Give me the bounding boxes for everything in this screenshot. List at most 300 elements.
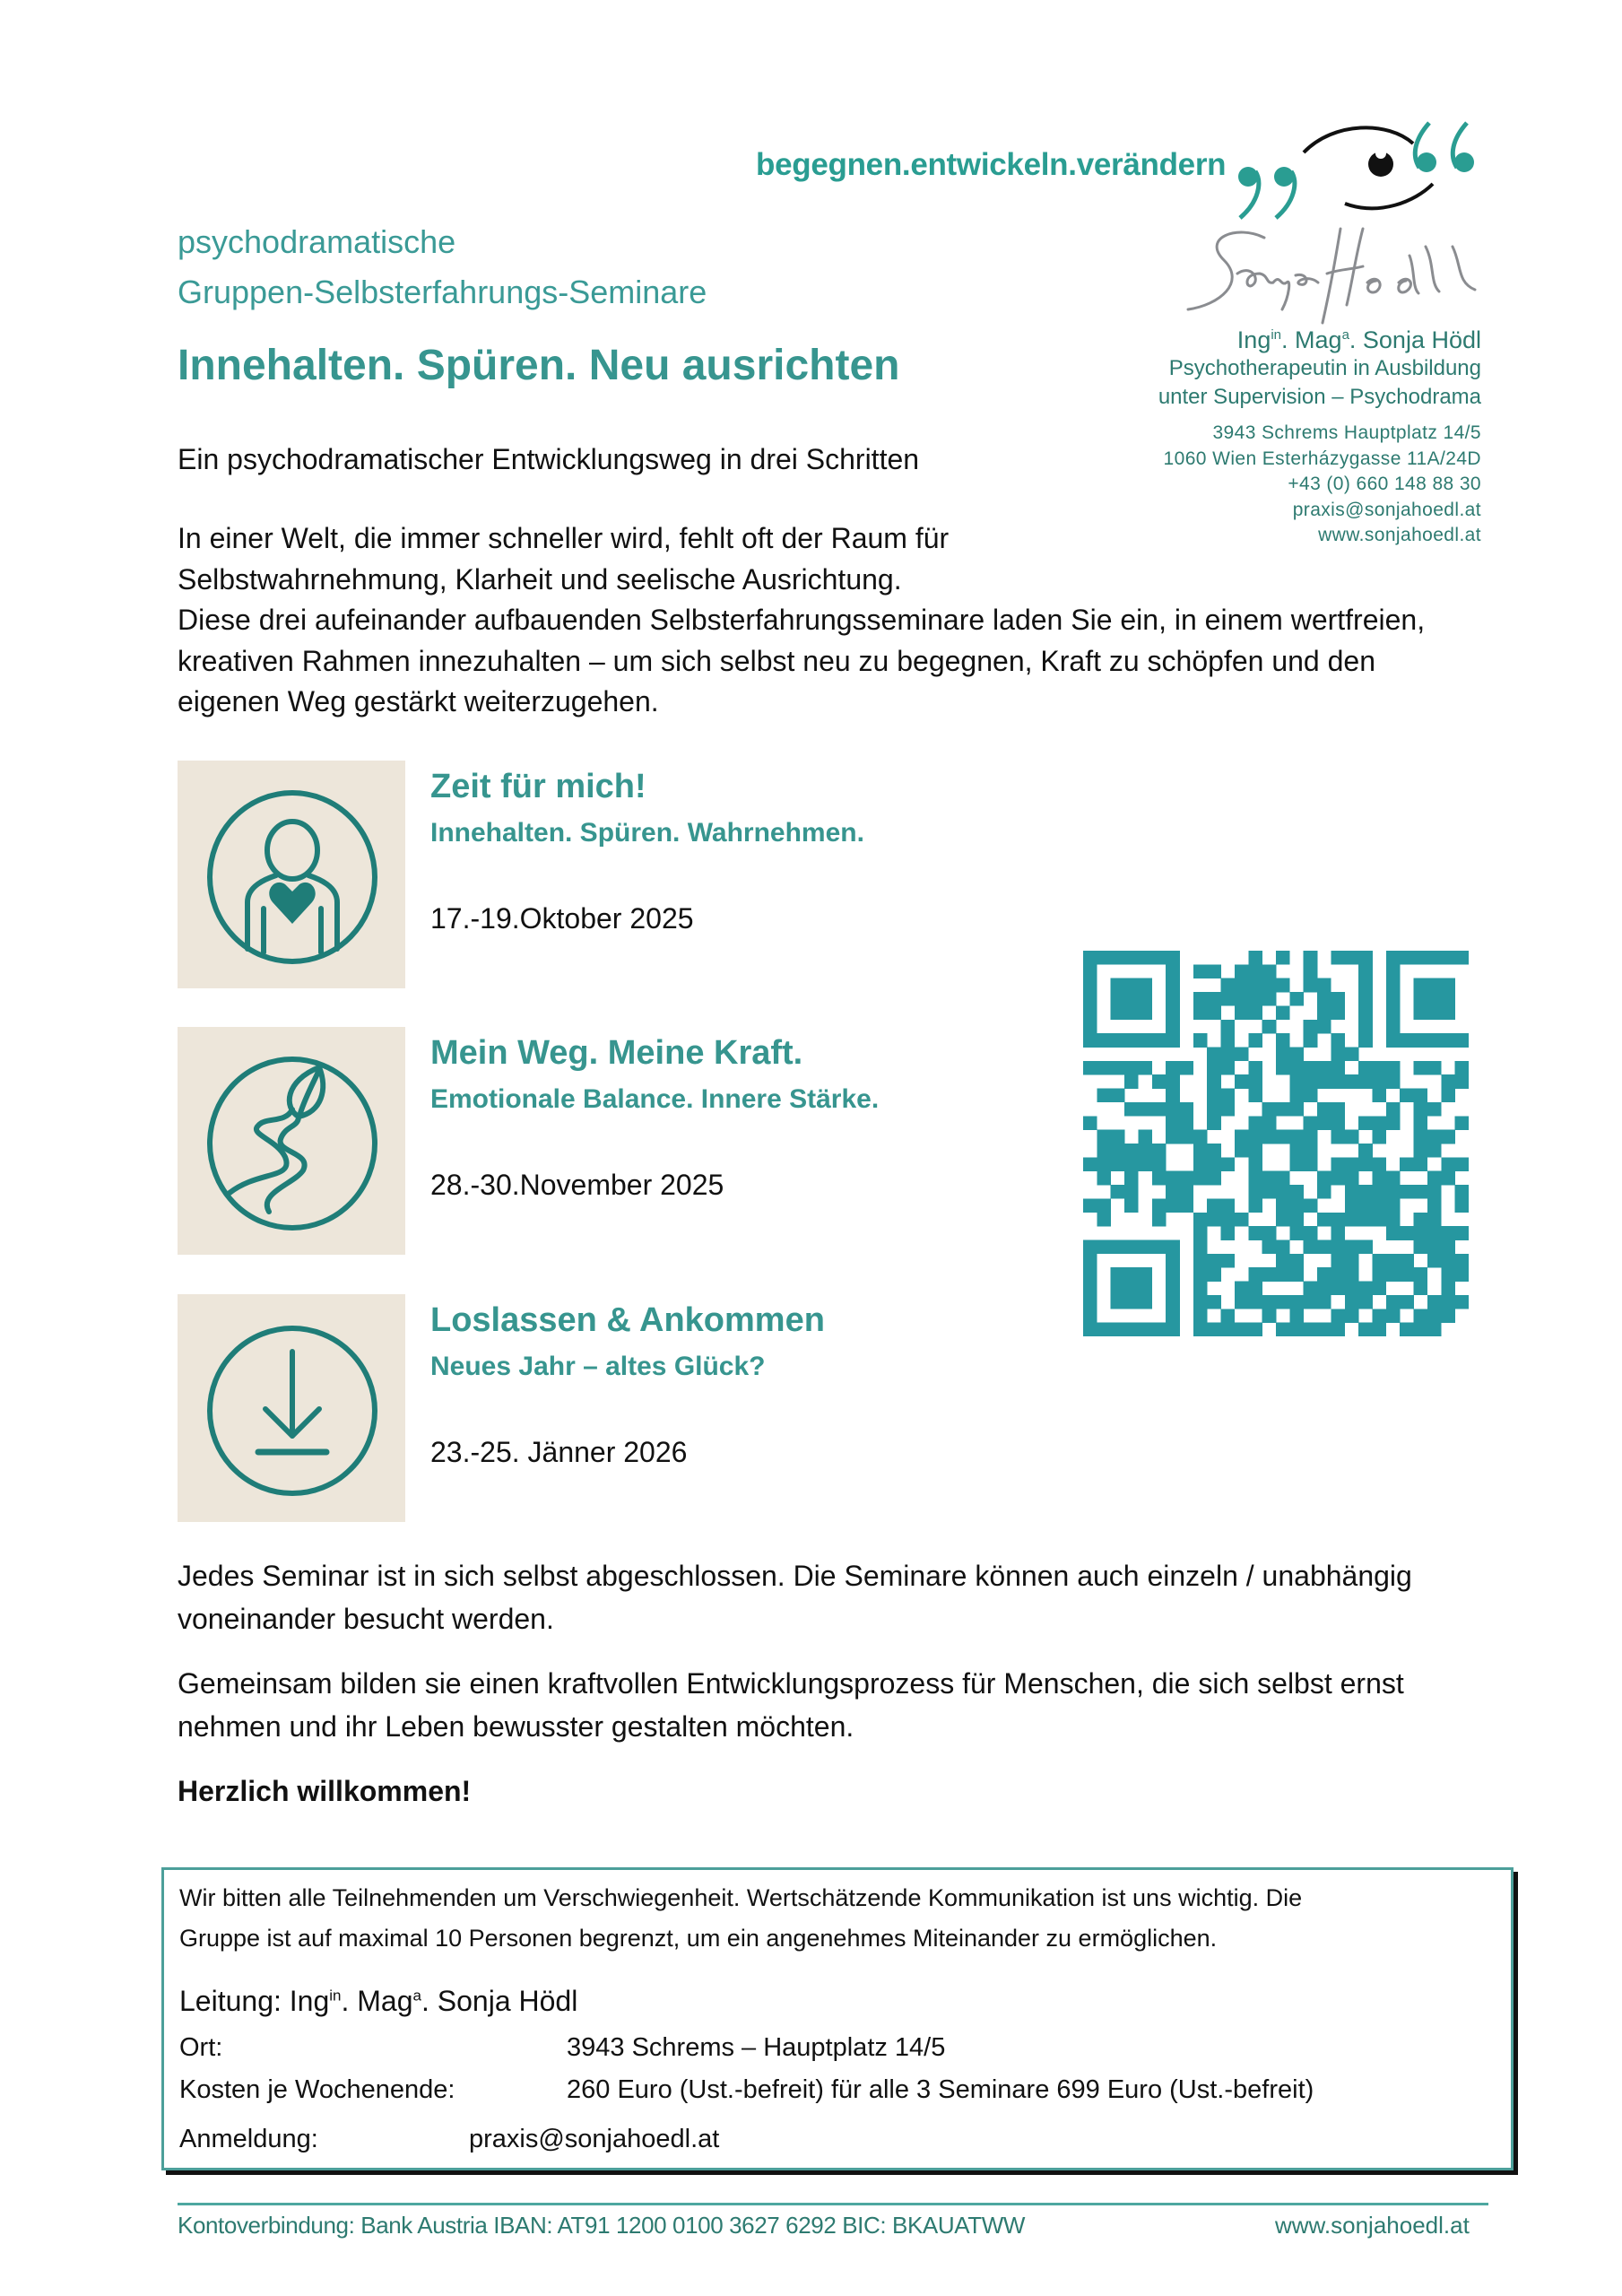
qr-module <box>1414 1144 1428 1158</box>
qr-module <box>1248 1171 1262 1186</box>
contact-email[interactable]: praxis@sonjahoedl.at <box>1292 499 1481 520</box>
ort-value: 3943 Schrems – Hauptplatz 14/5 <box>567 2033 946 2062</box>
qr-module <box>1331 1061 1345 1075</box>
qr-module <box>1331 1213 1345 1227</box>
qr-module <box>1235 1144 1249 1158</box>
qr-module <box>1427 1102 1442 1117</box>
qr-module <box>1193 992 1208 1006</box>
qr-module <box>1180 1171 1194 1186</box>
qr-module <box>1235 1074 1249 1089</box>
qr-module <box>1289 1185 1304 1199</box>
seminar-date: 17.-19.Oktober 2025 <box>430 902 694 935</box>
qr-module <box>1276 1171 1290 1186</box>
qr-module <box>1124 1295 1139 1309</box>
qr-module <box>1262 1020 1277 1034</box>
qr-module <box>1111 1185 1125 1199</box>
qr-module <box>1221 1254 1236 1268</box>
qr-module <box>1386 1185 1401 1199</box>
qr-module <box>1124 1061 1139 1075</box>
qr-module <box>1400 1185 1414 1199</box>
qr-module <box>1331 1254 1345 1268</box>
qr-module <box>1386 1074 1401 1089</box>
qr-module <box>1400 1157 1414 1171</box>
qr-module <box>1427 1213 1442 1227</box>
qr-module <box>1166 1240 1180 1255</box>
qr-module <box>1111 1282 1125 1296</box>
qr-module <box>1166 1185 1180 1199</box>
qr-module <box>1124 992 1139 1006</box>
qr-module <box>1427 1144 1442 1158</box>
notice-line: Gruppe ist auf maximal 10 Personen begrenzt, um ein angenehmes Miteinander zu ermöglichen. <box>179 1925 1218 1952</box>
qr-module <box>1193 1171 1208 1186</box>
qr-module <box>1289 1295 1304 1309</box>
qr-module <box>1414 978 1428 993</box>
qr-module <box>1358 1020 1373 1034</box>
qr-module <box>1400 1254 1414 1268</box>
qr-module <box>1414 1213 1428 1227</box>
qr-module <box>1248 1089 1262 1103</box>
qr-module <box>1441 992 1455 1006</box>
qr-module <box>1373 1061 1387 1075</box>
qr-module <box>1386 1020 1401 1034</box>
qr-module <box>1138 1102 1152 1117</box>
footer-bank-details: Kontoverbindung: Bank Austria IBAN: AT91 1200 0100 3627 6292 BIC: BKAUATWW <box>178 2212 1025 2239</box>
anmeldung-email-link[interactable]: praxis@sonjahoedl.at <box>469 2125 720 2153</box>
qr-module <box>1427 1185 1442 1199</box>
qr-module <box>1331 1267 1345 1282</box>
qr-module <box>1138 1144 1152 1158</box>
qr-module <box>1166 1198 1180 1213</box>
qr-module <box>1193 1267 1208 1282</box>
qr-module <box>1180 1198 1194 1213</box>
qr-module <box>1386 1171 1401 1186</box>
qr-module <box>1207 1213 1221 1227</box>
qr-module <box>1317 1171 1331 1186</box>
qr-module <box>1124 951 1139 965</box>
qr-module <box>1441 1309 1455 1323</box>
welcome-text: Herzlich willkommen! <box>178 1775 472 1807</box>
signature-image <box>1184 220 1479 327</box>
qr-module <box>1221 1020 1236 1034</box>
qr-module <box>1083 992 1097 1006</box>
qr-module <box>1386 1267 1401 1282</box>
qr-module <box>1331 1171 1345 1186</box>
qr-module <box>1097 1061 1111 1075</box>
qr-module <box>1304 978 1318 993</box>
qr-module <box>1358 1144 1373 1158</box>
qr-module <box>1193 1005 1208 1020</box>
qr-module <box>1221 1061 1236 1075</box>
qr-module <box>1373 1116 1387 1130</box>
qr-module <box>1414 1157 1428 1171</box>
qr-module <box>1111 1061 1125 1075</box>
qr-module <box>1207 1323 1221 1336</box>
paragraph-line: eigenen Weg gestärkt weiterzugehen. <box>178 685 659 718</box>
qr-module <box>1455 1074 1469 1089</box>
qr-module <box>1289 1130 1304 1144</box>
qr-module <box>1414 1240 1428 1255</box>
qr-module <box>1414 1309 1428 1323</box>
qr-module <box>1331 1005 1345 1020</box>
footer-divider <box>178 2203 1488 2205</box>
qr-module <box>1111 1130 1125 1144</box>
info-box <box>161 1867 1514 2170</box>
qr-module <box>1441 1089 1455 1103</box>
qr-module <box>1386 1254 1401 1268</box>
qr-module <box>1414 1116 1428 1130</box>
qr-module <box>1221 1048 1236 1062</box>
qr-module <box>1221 1213 1236 1227</box>
qr-code-icon[interactable] <box>1083 951 1469 1336</box>
qr-module <box>1083 1116 1097 1130</box>
qr-module <box>1414 1282 1428 1296</box>
qr-module <box>1124 1033 1139 1048</box>
qr-module <box>1414 1323 1428 1336</box>
closing-text <box>178 1554 1505 1813</box>
qr-module <box>1358 1033 1373 1048</box>
qr-module <box>1235 1282 1249 1296</box>
anmeldung-row <box>179 2125 719 2154</box>
qr-module <box>1262 1185 1277 1199</box>
qr-module <box>1262 1130 1277 1144</box>
qr-module <box>1235 1130 1249 1144</box>
qr-module <box>1248 1061 1262 1075</box>
qr-module <box>1331 1226 1345 1240</box>
qr-module <box>1193 1295 1208 1309</box>
qr-module <box>1373 1254 1387 1268</box>
qr-module <box>1386 1198 1401 1213</box>
kosten-label: Kosten je Wochenende: <box>179 2075 455 2104</box>
qr-module <box>1414 1130 1428 1144</box>
qr-module <box>1124 1171 1139 1186</box>
qr-module <box>1331 992 1345 1006</box>
seminar-date: 28.-30.November 2025 <box>430 1169 724 1201</box>
subtitle <box>178 217 707 317</box>
qr-module <box>1207 964 1221 978</box>
seminar-icon-box <box>178 1294 405 1522</box>
qr-module <box>1193 964 1208 978</box>
qr-module <box>1207 1144 1221 1158</box>
qr-module <box>1427 1254 1442 1268</box>
footer-website-link[interactable]: www.sonjahoedl.at <box>1275 2212 1470 2239</box>
qr-module <box>1262 1116 1277 1130</box>
qr-module <box>1193 1157 1208 1171</box>
qr-module <box>1427 1323 1442 1336</box>
qr-module <box>1373 1282 1387 1296</box>
qr-module <box>1289 992 1304 1006</box>
qr-module <box>1358 1295 1373 1309</box>
qr-module <box>1248 1226 1262 1240</box>
qr-module <box>1317 1116 1331 1130</box>
qr-module <box>1317 978 1331 993</box>
qr-module <box>1235 1323 1249 1336</box>
qr-module <box>1304 1130 1318 1144</box>
qr-module <box>1248 964 1262 978</box>
qr-module <box>1455 1226 1469 1240</box>
seminar-subtitle: Neues Jahr – altes Glück? <box>430 1352 766 1381</box>
qr-module <box>1276 1048 1290 1062</box>
qr-module <box>1221 1226 1236 1240</box>
qr-module <box>1414 1061 1428 1075</box>
qr-module <box>1427 1033 1442 1048</box>
qr-module <box>1304 1020 1318 1034</box>
qr-module <box>1304 1282 1318 1296</box>
qr-module <box>1111 1267 1125 1282</box>
qr-module <box>1345 1157 1359 1171</box>
qr-module <box>1152 1074 1167 1089</box>
qr-module <box>1111 1033 1125 1048</box>
qr-module <box>1124 1240 1139 1255</box>
paragraph-line: In einer Welt, die immer schneller wird, fehlt oft der Raum für <box>178 522 950 554</box>
qr-module <box>1235 1295 1249 1309</box>
qr-module <box>1166 1020 1180 1034</box>
qr-module <box>1317 1282 1331 1296</box>
qr-module <box>1331 1130 1345 1144</box>
seminar-title: Loslassen & Ankommen <box>430 1301 825 1339</box>
qr-module <box>1083 1157 1097 1171</box>
qr-module <box>1166 1171 1180 1186</box>
qr-module <box>1207 1267 1221 1282</box>
qr-module <box>1427 1295 1442 1309</box>
qr-module <box>1248 1074 1262 1089</box>
qr-module <box>1097 1144 1111 1158</box>
qr-module <box>1289 1144 1304 1158</box>
qr-module <box>1276 1267 1290 1282</box>
qr-module <box>1386 1005 1401 1020</box>
qr-module <box>1193 1240 1208 1255</box>
qr-module <box>1193 1130 1208 1144</box>
qr-module <box>1083 1005 1097 1020</box>
qr-module <box>1345 1198 1359 1213</box>
qr-module <box>1248 1267 1262 1282</box>
qr-module <box>1262 1240 1277 1255</box>
qr-module <box>1400 1033 1414 1048</box>
qr-module <box>1111 992 1125 1006</box>
qr-module <box>1427 1309 1442 1323</box>
qr-module <box>1358 1240 1373 1255</box>
qr-module <box>1358 1213 1373 1227</box>
qr-module <box>1373 1130 1387 1144</box>
lead-text: Ein psychodramatischer Entwicklungsweg in drei Schritten <box>178 443 920 475</box>
qr-module <box>1400 1295 1414 1309</box>
qr-module <box>1083 978 1097 993</box>
qr-module <box>1414 1226 1428 1240</box>
qr-module <box>1345 951 1359 965</box>
contact-address-schrems: 3943 Schrems Hauptplatz 14/5 <box>1212 422 1481 443</box>
qr-module <box>1386 992 1401 1006</box>
qr-module <box>1304 951 1318 965</box>
qr-module <box>1180 1185 1194 1199</box>
qr-module <box>1207 1157 1221 1171</box>
qr-module <box>1083 951 1097 965</box>
qr-module <box>1455 951 1469 965</box>
closing-line: voneinander besucht werden. <box>178 1603 554 1635</box>
qr-module <box>1207 1198 1221 1213</box>
qr-module <box>1358 1074 1373 1089</box>
qr-module <box>1193 1213 1208 1227</box>
qr-module <box>1221 1157 1236 1171</box>
qr-module <box>1083 1254 1097 1268</box>
qr-module <box>1455 1061 1469 1075</box>
qr-module <box>1248 992 1262 1006</box>
contact-role-2: unter Supervision – Psychodrama <box>1158 385 1481 409</box>
notice-text <box>179 1878 1302 1959</box>
qr-module <box>1193 1144 1208 1158</box>
qr-module <box>1317 1240 1331 1255</box>
qr-module <box>1166 978 1180 993</box>
qr-module <box>1262 1309 1277 1323</box>
qr-module <box>1276 1295 1290 1309</box>
qr-module <box>1083 964 1097 978</box>
qr-module <box>1166 1295 1180 1309</box>
qr-module <box>1138 1061 1152 1075</box>
contact-web[interactable]: www.sonjahoedl.at <box>1318 525 1481 545</box>
qr-module <box>1441 951 1455 965</box>
qr-module <box>1207 1102 1221 1117</box>
qr-module <box>1166 1130 1180 1144</box>
qr-module <box>1138 1295 1152 1309</box>
qr-module <box>1304 1240 1318 1255</box>
qr-module <box>1386 978 1401 993</box>
qr-module <box>1083 1323 1097 1336</box>
qr-module <box>1317 1267 1331 1282</box>
qr-module <box>1097 1033 1111 1048</box>
paragraph-line: kreativen Rahmen innezuhalten – um sich selbst neu zu begegnen, Kraft zu schöpfen und den <box>178 644 1375 677</box>
qr-module <box>1193 1226 1208 1240</box>
qr-module <box>1358 1185 1373 1199</box>
qr-module <box>1207 1171 1221 1186</box>
qr-module <box>1221 1102 1236 1117</box>
qr-module <box>1331 1033 1345 1048</box>
qr-module <box>1414 1033 1428 1048</box>
qr-module <box>1097 1213 1111 1227</box>
qr-module <box>1207 1005 1221 1020</box>
qr-module <box>1166 1116 1180 1130</box>
qr-module <box>1221 992 1236 1006</box>
qr-module <box>1193 1254 1208 1268</box>
qr-module <box>1193 1309 1208 1323</box>
qr-module <box>1180 1102 1194 1117</box>
qr-module <box>1386 1213 1401 1227</box>
qr-module <box>1304 1033 1318 1048</box>
qr-module <box>1441 1282 1455 1296</box>
qr-module <box>1138 1240 1152 1255</box>
qr-module <box>1331 1240 1345 1255</box>
closing-paragraph-1 <box>178 1554 1505 1640</box>
qr-module <box>1427 1005 1442 1020</box>
seminar-icon-box <box>178 1027 405 1255</box>
qr-module <box>1207 1048 1221 1062</box>
qr-module <box>1207 1254 1221 1268</box>
qr-module <box>1152 1198 1167 1213</box>
kosten-value: 260 Euro (Ust.-befreit) für alle 3 Seminare 699 Euro (Ust.-befreit) <box>567 2075 1314 2104</box>
qr-module <box>1276 1102 1290 1117</box>
qr-module <box>1166 992 1180 1006</box>
qr-module <box>1221 1198 1236 1213</box>
qr-module <box>1317 992 1331 1006</box>
notice-line: Wir bitten alle Teilnehmenden um Verschwiegenheit. Wertschätzende Kommunikation ist uns wichtig. Die <box>179 1884 1303 1911</box>
qr-module <box>1317 1061 1331 1075</box>
qr-module <box>1152 1157 1167 1171</box>
qr-module <box>1166 1061 1180 1075</box>
closing-line: Gemeinsam bilden sie einen kraftvollen Entwicklungsprozess für Menschen, die sich selbst ernst <box>178 1667 1404 1700</box>
qr-module <box>1097 1089 1111 1103</box>
qr-module <box>1138 1267 1152 1282</box>
closing-paragraph-2 <box>178 1662 1505 1748</box>
qr-module <box>1248 1185 1262 1199</box>
qr-module <box>1276 1254 1290 1268</box>
seminar-item <box>178 1027 1074 1257</box>
qr-module <box>1083 1033 1097 1048</box>
qr-module <box>1373 1309 1387 1323</box>
qr-module <box>1289 1226 1304 1240</box>
qr-module <box>1180 1116 1194 1130</box>
contact-phone: +43 (0) 660 148 88 30 <box>1288 474 1481 494</box>
qr-module <box>1373 1198 1387 1213</box>
eye-quotes-logo-icon <box>1236 112 1487 229</box>
qr-module <box>1304 1144 1318 1158</box>
qr-module <box>1262 964 1277 978</box>
qr-module <box>1400 1267 1414 1282</box>
qr-module <box>1358 1061 1373 1075</box>
qr-module <box>1331 1074 1345 1089</box>
qr-module <box>1373 1185 1387 1199</box>
qr-module <box>1317 1020 1331 1034</box>
qr-module <box>1345 1130 1359 1144</box>
qr-module <box>1166 1254 1180 1268</box>
seminar-icon-box <box>178 761 405 988</box>
qr-module <box>1358 951 1373 965</box>
qr-module <box>1207 1116 1221 1130</box>
qr-module <box>1441 1171 1455 1186</box>
seminar-subtitle: Innehalten. Spüren. Wahrnehmen. <box>430 818 864 848</box>
qr-module <box>1317 1323 1331 1336</box>
qr-module <box>1138 1005 1152 1020</box>
qr-module <box>1386 1226 1401 1240</box>
qr-module <box>1331 1116 1345 1130</box>
qr-module <box>1386 1061 1401 1075</box>
qr-module <box>1262 1226 1277 1240</box>
contact-name: Ing$^{in}$. Mag$^a$. Sonja Hödl <box>1236 326 1481 353</box>
qr-module <box>1207 1061 1221 1075</box>
qr-module <box>1414 1267 1428 1282</box>
subtitle-line-1: psychodramatische <box>178 223 456 260</box>
qr-module <box>1207 992 1221 1006</box>
qr-module <box>1138 1282 1152 1296</box>
qr-module <box>1097 951 1111 965</box>
qr-module <box>1166 1089 1180 1103</box>
seminar-item <box>178 1294 1074 1524</box>
qr-module <box>1235 1213 1249 1227</box>
qr-module <box>1248 1116 1262 1130</box>
qr-module <box>1441 1267 1455 1282</box>
qr-module <box>1345 1213 1359 1227</box>
qr-module <box>1317 1074 1331 1089</box>
qr-module <box>1124 1102 1139 1117</box>
qr-module <box>1097 1130 1111 1144</box>
qr-module <box>1111 1157 1125 1171</box>
qr-module <box>1111 1144 1125 1158</box>
qr-module <box>1111 1323 1125 1336</box>
qr-module <box>1441 1074 1455 1089</box>
qr-module <box>1152 1102 1167 1117</box>
qr-module <box>1427 1226 1442 1240</box>
qr-module <box>1152 1144 1167 1158</box>
qr-module <box>1441 1130 1455 1144</box>
qr-module <box>1386 1309 1401 1323</box>
qr-module <box>1345 1309 1359 1323</box>
qr-module <box>1455 1295 1469 1309</box>
